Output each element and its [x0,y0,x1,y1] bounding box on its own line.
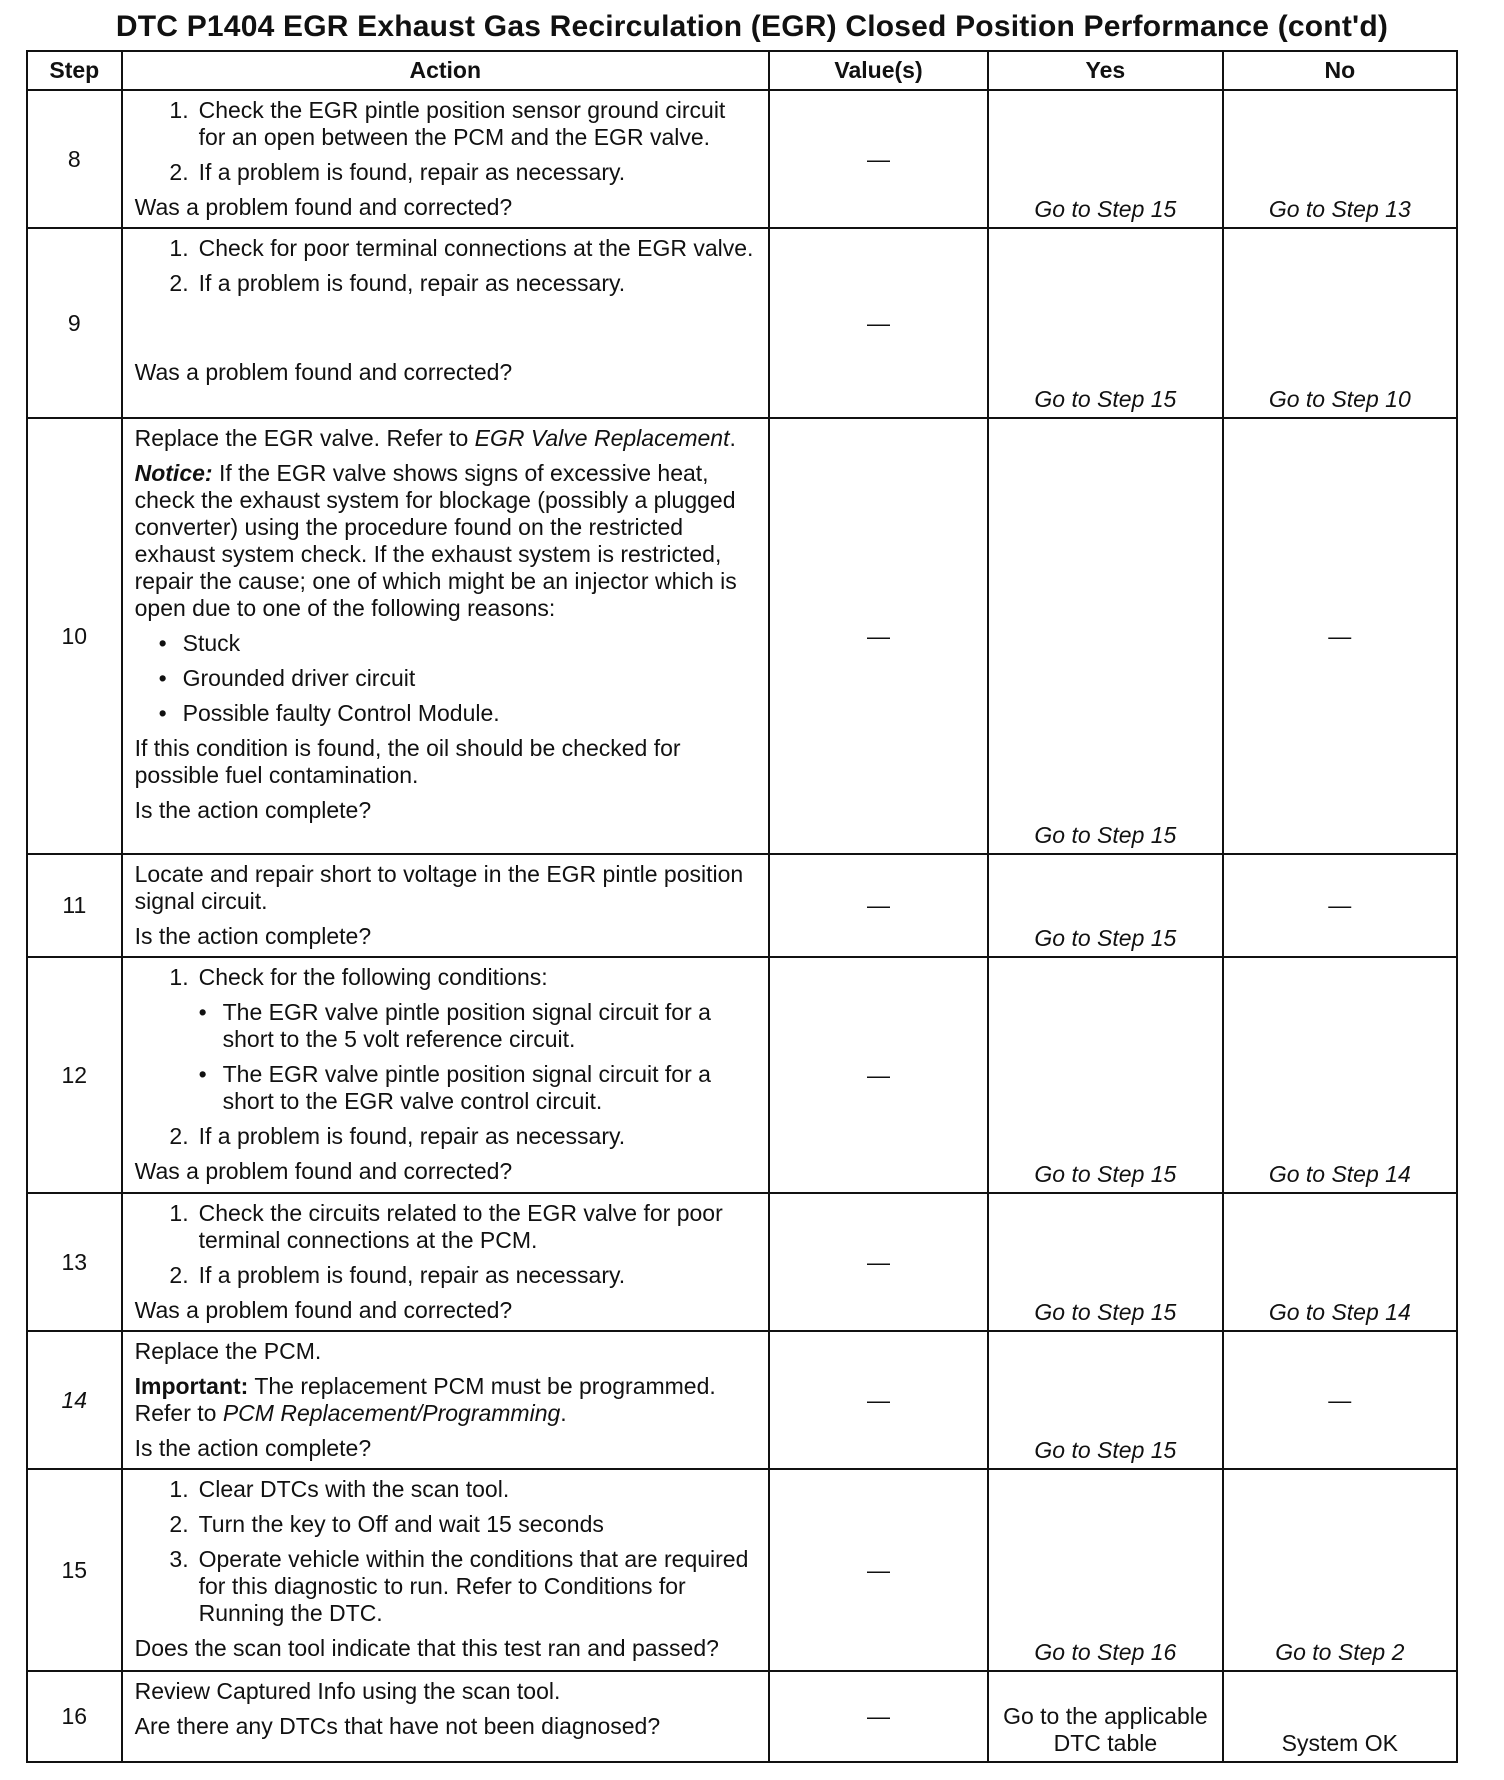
step-number: 9 [27,228,122,418]
table-row [27,418,1457,854]
yes-cell: Go to Step 15 [988,1331,1222,1469]
action-question: Is the action complete? [134,797,372,823]
value-cell: — [769,1331,988,1469]
no-cell: — [1223,854,1457,957]
no-cell: — [1223,418,1457,854]
action-item: If a problem is found, repair as necessary. [198,270,626,296]
diagnostic-table [26,50,1458,1763]
important-text: The replacement PCM must be programmed. Refer to [134,1373,716,1426]
no-cell: Go to Step 2 [1223,1469,1457,1671]
table-row [27,228,1457,418]
bullet-item: The EGR valve pintle position signal circuit for a short to the 5 volt reference circuit. [222,999,711,1052]
step-number: 16 [27,1671,122,1762]
action-question: Was a problem found and corrected? [134,194,513,220]
action-cell: 1. Check the circuits related to the EGR valve for poor terminal connections at the PCM. 2. If a problem is found, repair as necessary. Was a problem found and corrected? [122,1193,769,1331]
step-number: 10 [27,418,122,854]
action-cell [122,1671,769,1762]
action-cell: Replace the PCM. Important: The replacement PCM must be programmed. Refer to PCM Replacement/Programming. Is the action complete? [122,1331,769,1469]
yes-cell: Go to Step 15 [988,957,1222,1193]
no-cell: Go to Step 14 [1223,957,1457,1193]
table-row [27,1193,1457,1331]
yes-cell: Go to the applicable DTC table [988,1671,1222,1762]
yes-cell: Go to Step 15 [988,418,1222,854]
action-item: If a problem is found, repair as necessary. [198,1262,626,1288]
notice-label: Notice: [134,460,213,486]
table-row [27,854,1457,957]
action-text: Replace the PCM. [134,1338,322,1364]
action-cell: Replace the EGR valve. Refer to EGR Valve Replacement. Notice: If the EGR valve shows signs of excessive heat, check the exhaust system for blockage (possibly a plugged converter) using the procedure found on the restricted exhaust system check. If the exhaust system is restricted, repair the cause; one of which might be an injector which is open due to one of the following reasons: • Stuck • Grounded driver circuit • Possible faulty Control Module. If this condition is found, the oil should be checked for possible fuel contamination. Is the action complete? [122,418,769,854]
reference-link: PCM Replacement/Programming [222,1400,561,1426]
value-cell: — [769,1469,988,1671]
yes-cell: Go to Step 15 [988,854,1222,957]
header-no: No [1223,51,1457,90]
reference-link: EGR Valve Replacement [474,425,730,451]
action-item: Check for the following conditions: [198,964,548,990]
step-number: 11 [27,854,122,957]
value-cell: — [769,90,988,228]
yes-cell: Go to Step 15 [988,1193,1222,1331]
action-question: Was a problem found and corrected? [134,1158,513,1184]
action-item: Check for poor terminal connections at the EGR valve. [198,235,754,261]
bullet-item: The EGR valve pintle position signal circuit for a short to the EGR valve control circuit. [222,1061,711,1114]
notice-text: If the EGR valve shows signs of excessive heat, check the exhaust system for blockage (possibly a plugged converter) using the procedure found on the restricted exhaust system check. If the exhaust system is restricted, repair the cause; one of which might be an injector which is open due to one of the following reasons: [134,460,737,621]
action-item: Operate vehicle within the conditions that are required for this diagnostic to run. Refer to Conditions for Running the DTC. [198,1546,749,1626]
action-text: Review Captured Info using the scan tool. [134,1678,561,1704]
action-question: Are there any DTCs that have not been diagnosed? [134,1713,661,1739]
action-text: If this condition is found, the oil should be checked for possible fuel contamination. [134,735,681,788]
value-cell: — [769,854,988,957]
action-item: Clear DTCs with the scan tool. [198,1476,510,1502]
action-cell: 1. Check the EGR pintle position sensor ground circuit for an open between the PCM and the EGR valve. 2. If a problem is found, repair as necessary. Was a problem found and corrected? [122,90,769,228]
header-values: Value(s) [769,51,988,90]
action-question: Was a problem found and corrected? [134,1297,513,1323]
value-cell: — [769,1193,988,1331]
yes-cell: Go to Step 15 [988,228,1222,418]
action-question: Is the action complete? [134,1435,372,1461]
table-row [27,1331,1457,1469]
table-row [27,1671,1457,1762]
table-row [27,90,1457,228]
action-cell [122,854,769,957]
action-question: Is the action complete? [134,923,372,949]
action-text: Locate and repair short to voltage in the EGR pintle position signal circuit. [134,861,744,914]
header-step: Step [27,51,122,90]
value-cell: — [769,1671,988,1762]
no-cell: Go to Step 10 [1223,228,1457,418]
header-action: Action [122,51,769,90]
action-item: If a problem is found, repair as necessary. [198,1123,626,1149]
important-label: Important: [134,1373,249,1399]
no-cell: Go to Step 13 [1223,90,1457,228]
no-cell: System OK [1223,1671,1457,1762]
yes-cell: Go to Step 16 [988,1469,1222,1671]
bullet-item: Grounded driver circuit [182,665,416,691]
value-cell: — [769,957,988,1193]
step-number: 13 [27,1193,122,1331]
no-cell: Go to Step 14 [1223,1193,1457,1331]
page-title: DTC P1404 EGR Exhaust Gas Recirculation (EGR) Closed Position Performance (cont'd) [115,10,1389,43]
value-cell: — [769,228,988,418]
step-number: 15 [27,1469,122,1671]
yes-cell: Go to Step 15 [988,90,1222,228]
action-cell: 1. Check for poor terminal connections at the EGR valve. 2. If a problem is found, repair as necessary. Was a problem found and corrected? [122,228,769,418]
action-item: Check the circuits related to the EGR valve for poor terminal connections at the PCM. [198,1200,723,1253]
action-cell: 1. Check for the following conditions: • The EGR valve pintle position signal circuit for a short to the 5 volt reference circuit. • The EGR valve pintle position signal circuit for a short to the EGR valve control circuit. 2. If a problem is found, repair as necessary. Was a problem found and corrected? [122,957,769,1193]
action-item: Check the EGR pintle position sensor ground circuit for an open between the PCM and the EGR valve. [198,97,726,150]
action-item: Turn the key to Off and wait 15 seconds [198,1511,604,1537]
header-yes: Yes [988,51,1222,90]
value-cell: — [769,418,988,854]
step-number: 12 [27,957,122,1193]
table-row [27,957,1457,1193]
action-cell: 1. Clear DTCs with the scan tool. 2. Turn the key to Off and wait 15 seconds 3. Operate vehicle within the conditions that are required for this diagnostic to run. Refer to Conditions for Running the DTC. Does the scan tool indicate that this test ran and passed? [122,1469,769,1671]
action-item: If a problem is found, repair as necessary. [198,159,626,185]
header-row [27,51,1457,90]
bullet-item: Possible faulty Control Module. [182,700,500,726]
table-row [27,1469,1457,1671]
no-cell: — [1223,1331,1457,1469]
action-question: Does the scan tool indicate that this test ran and passed? [134,1635,719,1661]
action-question: Was a problem found and corrected? [134,359,513,385]
bullet-item: Stuck [182,630,241,656]
action-text: Replace the EGR valve. Refer to [134,425,469,451]
step-number: 14 [27,1331,122,1469]
step-number: 8 [27,90,122,228]
